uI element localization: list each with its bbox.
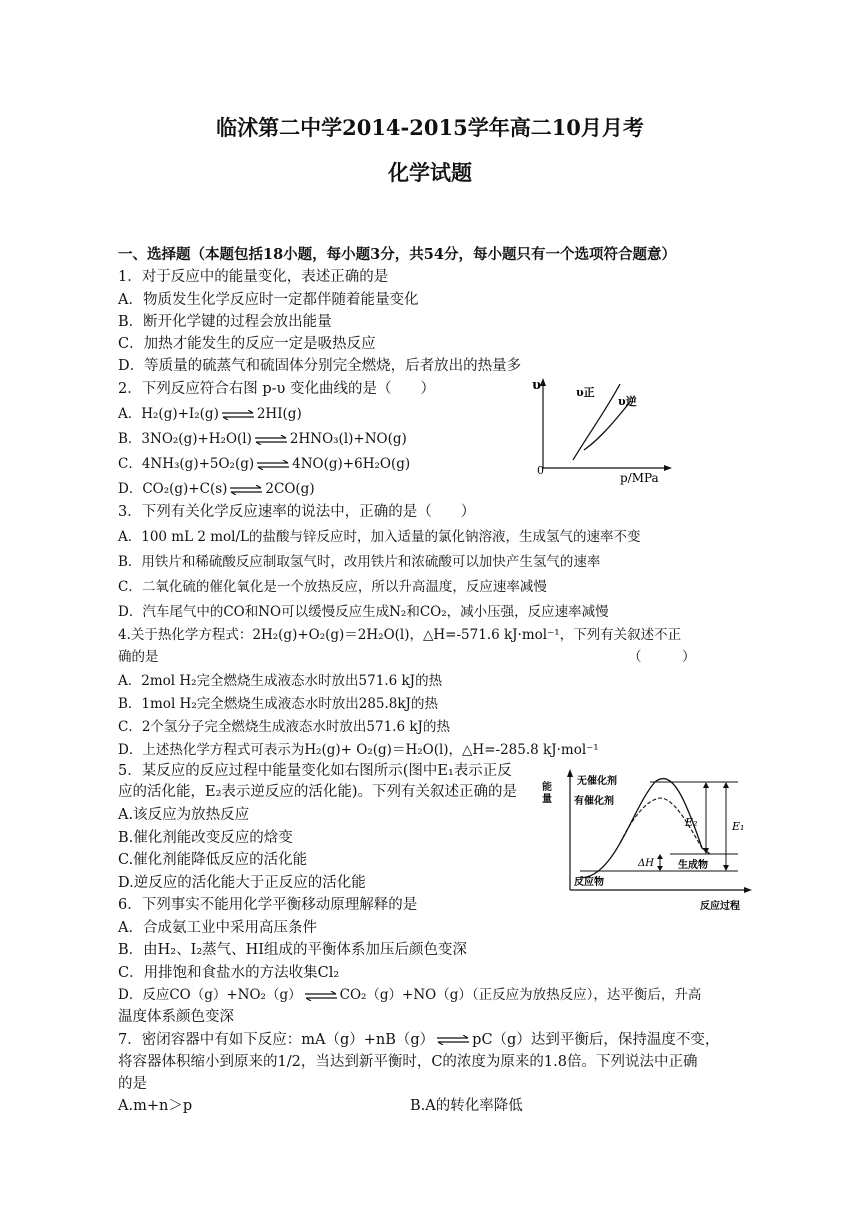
q5-label-e1: E₁ xyxy=(732,820,745,833)
q4-option-c: C．2个氢分子完全燃烧生成液态水时放出571.6 kJ的热 xyxy=(118,719,450,735)
q2-graph-curve1-label: υ正 xyxy=(576,386,595,399)
q5-label-e2: E₂ xyxy=(685,816,698,829)
q7-stem-line2: 将容器体积缩小到原来的1/2，当达到新平衡时，C的浓度为原来的1.8倍。下列说法中正确 xyxy=(118,1054,698,1070)
equilibrium-arrow-icon xyxy=(254,435,288,445)
q4-option-a: A．2mol H₂完全燃烧生成液态水时放出571.6 kJ的热 xyxy=(118,673,443,689)
q3-option-b: B．用铁片和稀硫酸反应制取氢气时，改用铁片和浓硫酸可以加快产生氢气的速率 xyxy=(118,554,601,570)
q6-option-b: B．由H₂、I₂蒸气、HI组成的平衡体系加压后颜色变深 xyxy=(118,942,468,958)
equilibrium-arrow-icon xyxy=(436,1035,470,1045)
q6-option-d xyxy=(118,986,701,1004)
q2-d-left: D．CO₂(g)+C(s) xyxy=(118,481,228,497)
q3-stem: 3．下列有关化学反应速率的说法中，正确的是（ ） xyxy=(118,504,476,520)
q6-option-c: C．用排饱和食盐水的方法收集Cl₂ xyxy=(118,965,340,981)
section-heading: 一、选择题（本题包括18小题，每小题3分，共54分，每小题只有一个选项符合题意） xyxy=(118,246,676,263)
q2-option-d xyxy=(118,480,315,498)
q6-option-a: A．合成氨工业中采用高压条件 xyxy=(118,920,317,936)
q5-label-product: 生成物 xyxy=(678,860,708,871)
q4-stem-line2: 确的是 xyxy=(118,649,159,665)
q7-stem-left: 7．密闭容器中有如下反应：mA（g）+nB（g） xyxy=(118,1032,435,1048)
q7-option-b: B.A的转化率降低 xyxy=(410,1098,523,1114)
q2-graph-x-label: p/MPa xyxy=(620,471,659,485)
q1-option-b: B．断开化学键的过程会放出能量 xyxy=(118,314,332,330)
q2-d-right: 2CO(g) xyxy=(265,481,315,497)
q6-d-left: D．反应CO（g）+NO₂（g） xyxy=(118,987,302,1003)
q2-option-a xyxy=(118,405,302,423)
equilibrium-arrow-icon xyxy=(229,485,263,495)
q2-a-left: A．H₂(g)+I₂(g) xyxy=(118,406,219,422)
q7-stem-line1 xyxy=(118,1031,719,1049)
q5-stem-line2: 应的活化能，E₂表示逆反应的活化能)。下列有关叙述正确的是 xyxy=(118,784,518,800)
equilibrium-arrow-icon xyxy=(221,410,255,420)
q3-option-a: A．100 mL 2 mol/L的盐酸与锌反应时，加入适量的氯化钠溶液，生成氢气的速率不变 xyxy=(118,529,641,545)
q5-option-b: B.催化剂能改变反应的焓变 xyxy=(118,830,293,846)
q2-c-right: 4NO(g)+6H₂O(g) xyxy=(292,456,411,472)
q2-b-right: 2HNO₃(l)+NO(g) xyxy=(289,431,407,447)
q2-graph-curve2-label: υ逆 xyxy=(618,395,637,408)
q2-graph-origin: 0 xyxy=(537,464,544,477)
q2-graph-y-label: υ xyxy=(532,378,542,393)
q3-option-c: C．二氧化硫的催化氧化是一个放热反应，所以升高温度，反应速率减慢 xyxy=(118,579,547,595)
equilibrium-arrow-icon xyxy=(304,991,338,1001)
q5-stem-line1: 5．某反应的反应过程中能量变化如右图所示(图中E₁表示正反 xyxy=(118,763,512,779)
q2-a-right: 2HI(g) xyxy=(256,406,302,422)
q6-d-right: CO₂（g）+NO（g）（正反应为放热反应），达平衡后，升高 xyxy=(339,987,702,1003)
q7-stem-line3: 的是 xyxy=(118,1076,147,1092)
q5-label-dh: ΔH xyxy=(638,858,654,869)
q4-stem-line1: 4.关于热化学方程式：2H₂(g)+O₂(g)＝2H₂O(l)，△H=-571.6 kJ·mol⁻¹，下列有关叙述不正 xyxy=(118,627,682,643)
equilibrium-arrow-icon xyxy=(256,460,290,470)
q4-option-d: D．上述热化学方程式可表示为H₂(g)+ O₂(g)＝H₂O(l)，△H=-285.8 kJ·mol⁻¹ xyxy=(118,742,599,758)
q5-label-with-catalyst: 有催化剂 xyxy=(574,796,614,807)
q7-option-a: A.m+n＞p xyxy=(118,1098,193,1114)
q1-stem: 1．对于反应中的能量变化，表述正确的是 xyxy=(118,269,389,285)
q2-pv-graph xyxy=(528,372,678,487)
q7-stem-right: pC（g）达到平衡后，保持温度不变， xyxy=(472,1032,720,1048)
q4-answer-paren: （ ） xyxy=(628,649,696,665)
q5-option-d: D.逆反应的活化能大于正反应的活化能 xyxy=(118,875,366,891)
q5-option-a: A.该反应为放热反应 xyxy=(118,807,250,823)
q6-stem: 6．下列事实不能用化学平衡移动原理解释的是 xyxy=(118,897,418,913)
q5-energy-diagram xyxy=(560,768,760,913)
q1-option-d: D．等质量的硫蒸气和硫固体分别完全燃烧，后者放出的热量多 xyxy=(118,358,522,374)
q2-c-left: C．4NH₃(g)+5O₂(g) xyxy=(118,456,255,472)
q2-option-c xyxy=(118,455,410,473)
q1-option-a: A．物质发生化学反应时一定都伴随着能量变化 xyxy=(118,292,419,308)
exam-subtitle: 化学试题 xyxy=(388,160,472,185)
q5-label-no-catalyst: 无催化剂 xyxy=(577,776,617,787)
q2-b-left: B．3NO₂(g)+H₂O(l) xyxy=(118,431,252,447)
q4-option-b: B．1mol H₂完全燃烧生成液态水时放出285.8kJ的热 xyxy=(118,696,438,712)
q1-option-c: C．加热才能发生的反应一定是吸热反应 xyxy=(118,336,376,352)
q6-option-d-line2: 温度体系颜色变深 xyxy=(118,1009,234,1025)
q2-option-b xyxy=(118,430,407,448)
exam-title: 临沭第二中学2014-2015学年高二10月月考 xyxy=(216,115,644,140)
q3-option-d: D．汽车尾气中的CO和NO可以缓慢反应生成N₂和CO₂，减小压强，反应速率减慢 xyxy=(118,604,609,620)
q5-option-c: C.催化剂能降低反应的活化能 xyxy=(118,852,308,868)
q5-y-label: 能量 xyxy=(542,782,552,805)
q5-x-label: 反应过程 xyxy=(700,901,740,912)
q2-stem: 2．下列反应符合右图 p-υ 变化曲线的是（ ） xyxy=(118,381,435,397)
q5-label-reactant: 反应物 xyxy=(574,877,604,888)
